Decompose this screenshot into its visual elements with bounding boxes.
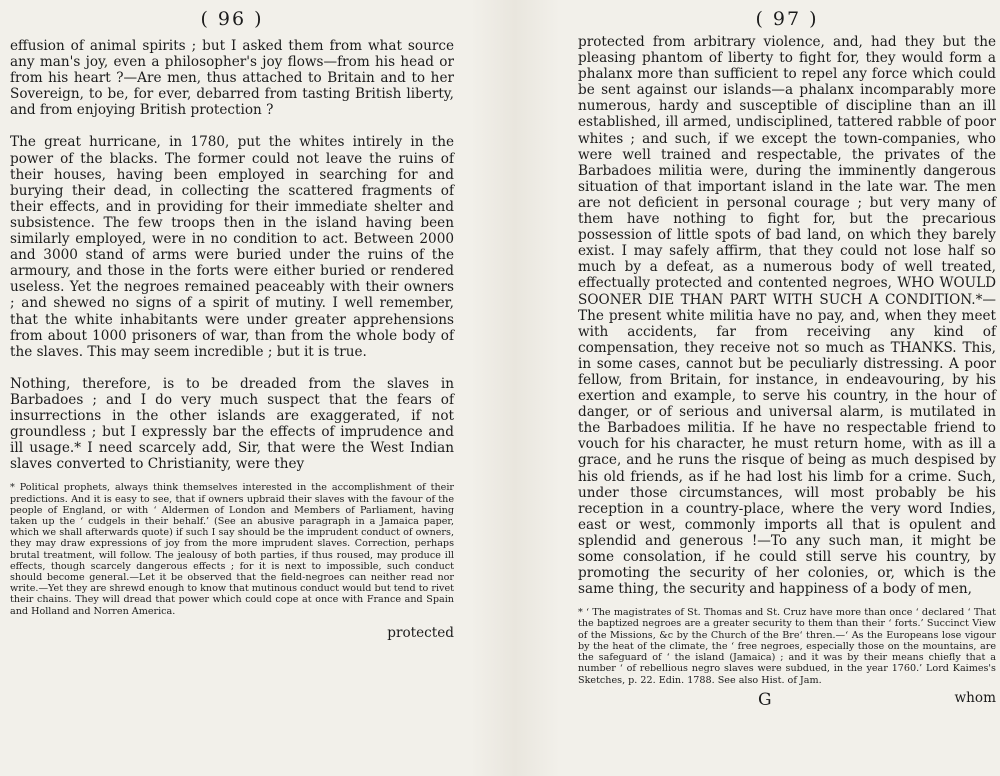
left-catchword: protected: [387, 624, 454, 641]
left-paragraph-1: effusion of animal spirits ; but I asked them from what source any man's joy, even a philosopher's joy flows—from his head or from his heart ?—Are men, thus attached to Britain and to her Sovereign, to be, for ever, debarred from tasting British liberty, and from enjoying British protection ?: [10, 38, 454, 119]
left-paragraph-3: Nothing, therefore, is to be dreaded from the slaves in Barbadoes ; and I do very much suspect that the fears of insurrections in the other islands are exaggerated, if not groundless ; but I expressly bar the effects of imprudence and ill usage.* I need scarcely add, Sir, that were the West Indian slaves converted to Christianity, were they: [10, 375, 454, 473]
left-footnote: * Political prophets, always think themselves interested in the accomplishment of their predictions. And it is easy to see, that if owners upbraid their slaves with the favour of the people of England, or with ‘ Aldermen of London and Members of Parliament, having taken up the ‘ cudgels in their behalf.’ (See an abusive paragraph in a Jamaica paper, which we shall afterwards quote) if such I say should be the imprudent conduct of owners, they may draw expressions of joy from the more imprudent slaves. Correction, perhaps brutal treatment, will follow. The jealousy of both parties, if thus roused, may produce ill effects, though scarcely dangerous effects ; for it is next to impossible, such conduct should become general.—Let it be observed that the field-negroes can neither read nor write.—Yet they are shrewd enough to know that mutinous conduct would but tend to rivet their chains. They will dread that power which could cope at once with France and Spain and Holland and Norren America.: [10, 482, 454, 617]
left-paragraph-2: The great hurricane, in 1780, put the whites intirely in the power of the blacks. The former could not leave the ruins of their houses, having been employed in searching for and burying their dead, in collecting the scattered fragments of their effects, and in providing for their immediate shelter and subsistence. The few troops then in the island having been similarly employed, were in no condition to act. Between 2000 and 3000 stand of arms were buried under the ruins of the armoury, and those in the forts were either buried or rendered useless. Yet the negroes remained peaceably with their owners ; and shewed no signs of a spirit of mutiny. I well remember, that the white inhabitants were under greater apprehensions from about 1000 prisoners of war, than from the whole body of the slaves. This may seem incredible ; but it is true.: [10, 134, 454, 360]
left-body: [10, 38, 454, 472]
page-number-right: ( 97 ): [755, 8, 819, 30]
left-catchword-row: [10, 625, 454, 641]
right-paragraph-1: protected from arbitrary violence, and, had they but the pleasing phantom of liberty to fight for, they would form a phalanx more than sufficient to repel any force which could be sent against our islands—a phalanx incomparably more numerous, hardy and susceptible of discipline than an ill established, ill armed, undisciplined, tattered rabble of poor whites ; and such, if we except the town-companies, who were well trained and respectable, the privates of the Barbadoes militia were, during the imminently dangerous situation of that important island in the late war. The men are not deficient in personal courage ; but very many of them have nothing to fight for, but the precarious possession of little spots of bad land, on which they barely exist. I may safely affirm, that they could not lose half so much by a defeat, as a numerous body of well treated, effectually protected and contented negroes, WHO WOULD SOONER DIE THAN PART WITH SUCH A CONDITION.*—The present white militia have no pay, and, when they meet with accidents, far from receiving any kind of compensation, they receive not so much as THANKS. This, in some cases, cannot but be peculiarly distressing. A poor fellow, from Britain, for instance, in endeavouring, by his exertion and example, to serve his country, in the hour of danger, or of serious and universal alarm, is mutilated in the Barbadoes militia. If he have no respectable friend to vouch for his character, he must return home, with as ill a grace, and he runs the risque of being as much despised by his old friends, as if he had lost his limb for a crime. Such, under those circumstances, will most probably be his reception in a country-place, where the very word Indies, east or west, commonly imports all that is opulent and splendid and generous !—To any such man, it might be some consolation, if he could still serve his country, by promoting the security of her colonies, or, which is the same thing, the security and happiness of a body of men,: [578, 34, 996, 598]
page-number-left: ( 96 ): [200, 8, 264, 30]
right-catchword: whom: [954, 689, 996, 706]
book-gutter: [470, 0, 560, 776]
signature-mark: G: [758, 689, 772, 710]
right-body: [578, 34, 996, 597]
right-page: [560, 0, 1000, 776]
right-footnote: * ‘ The magistrates of St. Thomas and St. Cruz have more than once ‘ declared ‘ That the baptized negroes are a greater security to them than their ‘ forts.’ Succinct View of the Missions, &c by the Church of the Bre‘ thren.—‘ As the Europeans lose vigour by the heat of the climate, the ‘ free negroes, especially those on the mountains, are the safeguard of ‘ the island (Jamaica) ; and it was by their means chiefly that a number ‘ of rebellious negro slaves were subdued, in the year 1760.’ Lord Kaimes's Sketches, p. 22. Edin. 1788. See also Hist. of Jam.: [578, 607, 996, 686]
left-page: [0, 0, 470, 776]
right-catchword-row: [578, 690, 996, 710]
